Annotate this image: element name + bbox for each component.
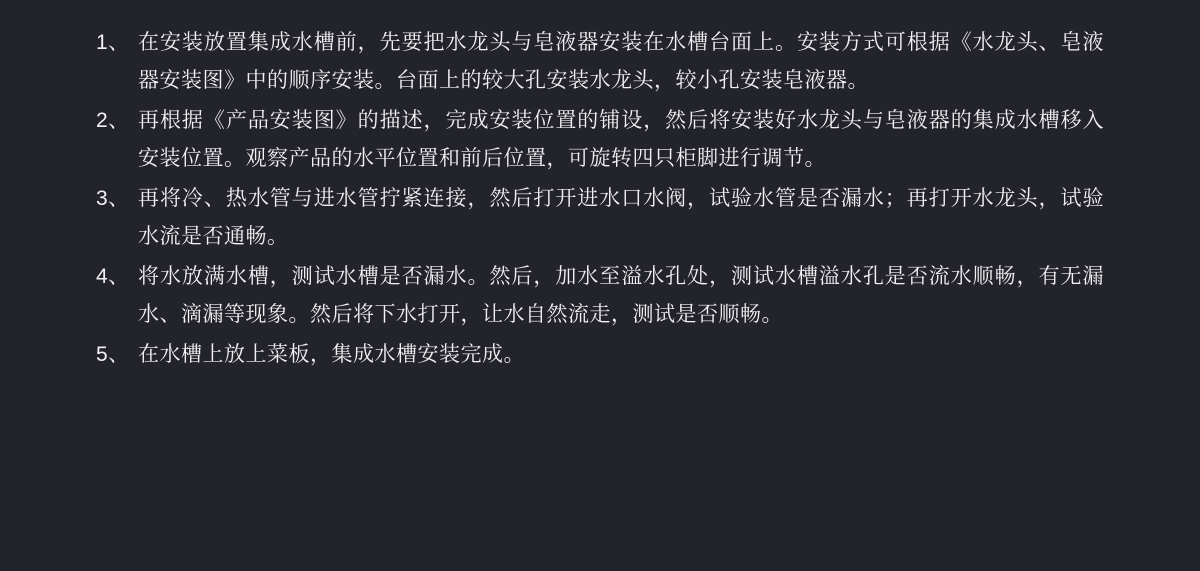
step-marker: 5、 (96, 343, 130, 366)
step-marker: 1、 (96, 31, 130, 54)
step-marker: 2、 (96, 109, 130, 132)
step-text: 将水放满水槽，测试水槽是否漏水。然后，加水至溢水孔处，测试水槽溢水孔是否流水顺畅，有无漏水、滴漏等现象。然后将下水打开，让水自然流走，测试是否顺畅。 (138, 265, 1104, 326)
list-item (96, 24, 1104, 100)
list-item (96, 258, 1104, 334)
step-text: 再根据《产品安装图》的描述，完成安装位置的铺设，然后将安装好水龙头与皂液器的集成水槽移入安装位置。观察产品的水平位置和前后位置，可旋转四只柜脚进行调节。 (138, 109, 1104, 170)
installation-steps-list (96, 24, 1104, 374)
step-text: 在安装放置集成水槽前，先要把水龙头与皂液器安装在水槽台面上。安装方式可根据《水龙头、皂液器安装图》中的顺序安装。台面上的较大孔安装水龙头，较小孔安装皂液器。 (138, 31, 1104, 92)
step-marker: 3、 (96, 187, 130, 210)
step-marker: 4、 (96, 265, 130, 288)
list-item (96, 102, 1104, 178)
list-item (96, 180, 1104, 256)
step-text: 再将冷、热水管与进水管拧紧连接，然后打开进水口水阀，试验水管是否漏水；再打开水龙头，试验水流是否通畅。 (138, 187, 1104, 248)
list-item (96, 336, 1104, 374)
step-text: 在水槽上放上菜板，集成水槽安装完成。 (138, 343, 525, 366)
